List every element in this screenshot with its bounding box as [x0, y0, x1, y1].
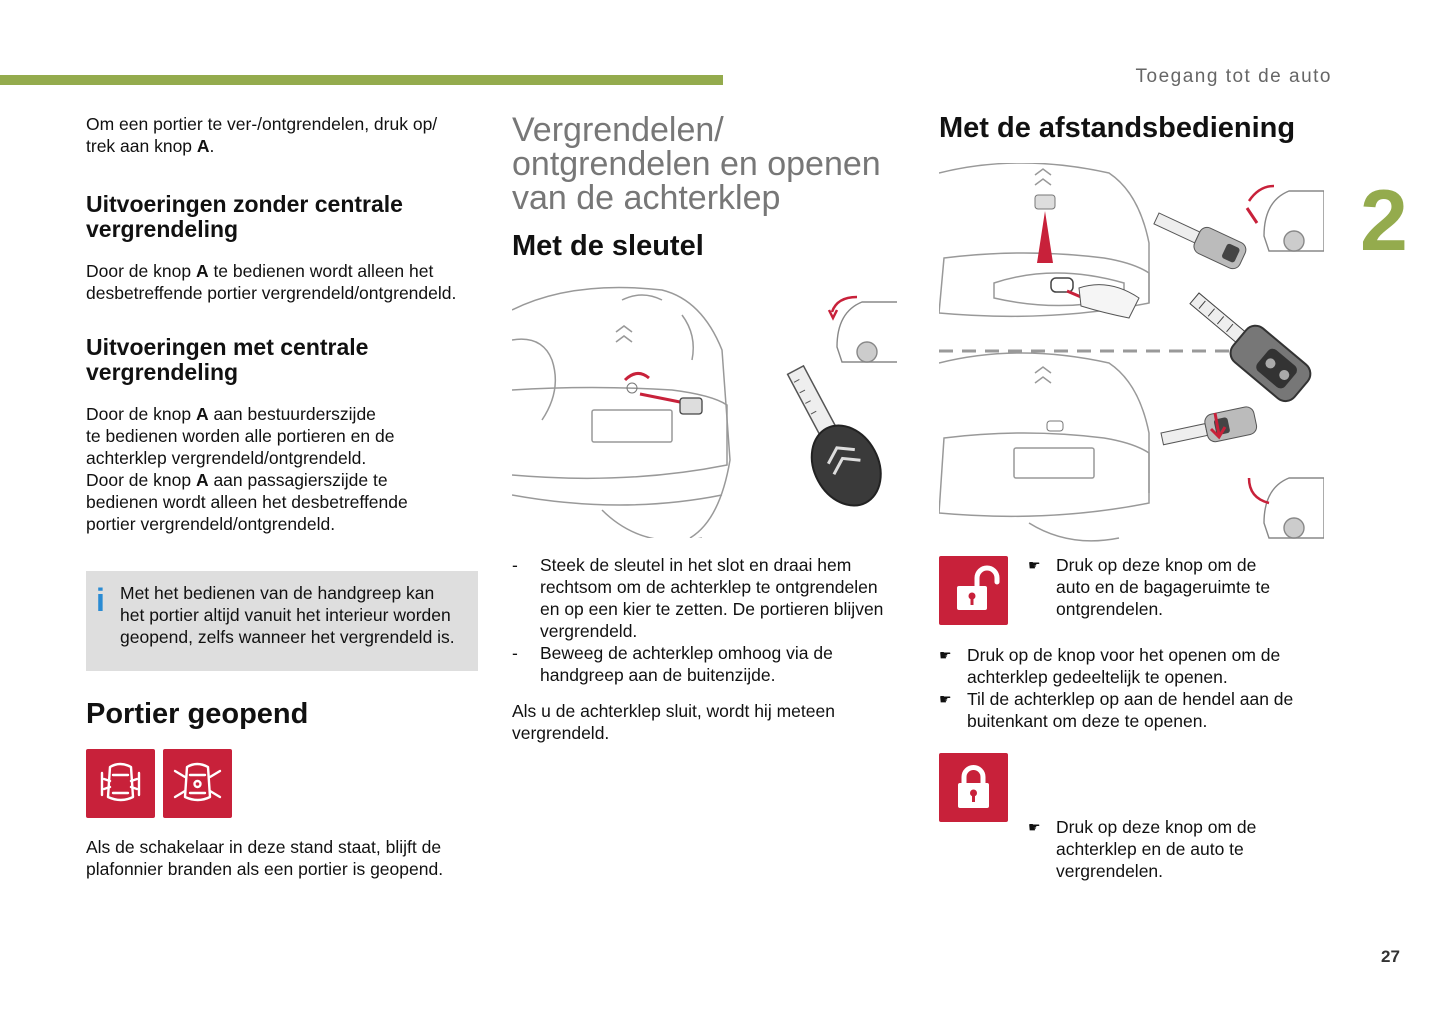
pointing-hand-icon: ☛ — [939, 647, 952, 663]
lock-instruction: ☛ Druk op deze knop om de achterklep en de auto te vergrendelen. — [1028, 817, 1257, 881]
tailgate-section-title: Vergrendelen/ ontgrendelen en openen van de achterklep — [512, 111, 881, 217]
door-switch-off-icon — [86, 749, 155, 818]
heading-portier-geopend: Portier geopend — [86, 698, 309, 730]
heading-met-centrale: Uitvoeringen met centrale vergrendeling — [86, 334, 369, 385]
close-tailgate-paragraph: Als u de achterklep sluit, wordt hij meteen vergrendeld. — [512, 701, 835, 743]
open-step-1: ☛ Druk op de knop voor het openen om de achterklep gedeeltelijk te openen. — [939, 645, 1281, 687]
portier-paragraph: Als de schakelaar in deze stand staat, blijft de plafonnier branden als een portier is geopend. — [86, 837, 444, 879]
open-tailgate-instructions — [939, 644, 1339, 732]
heading-afstandsbediening: Met de afstandsbediening — [939, 112, 1296, 144]
info-box — [86, 571, 478, 671]
tailgate-key-illustration — [512, 280, 897, 538]
open-step-2: ☛ Til de achterklep op aan de hendel aan de buitenkant om deze te openen. — [939, 689, 1294, 731]
key-step-1: - Steek de sleutel in het slot en draai hem rechtsom om de achterklep te ontgrendelen en op een kier te zetten. De portieren blijven vergrendeld. — [512, 555, 884, 641]
section-title: Toegang tot de auto — [1135, 66, 1332, 87]
info-icon: i — [96, 582, 105, 618]
key-step-2: - Beweeg de achterklep omhoog via de handgreep aan de buitenzijde. — [512, 643, 833, 685]
heading-met-de-sleutel: Met de sleutel — [512, 230, 704, 262]
chapter-number: 2 — [1360, 173, 1408, 269]
door-open-switch-icon — [163, 749, 232, 818]
met-centrale-paragraph: Door de knop A aan bestuurderszijde te bedienen worden alle portieren en de achterklep vergrendeld/ontgrendeld. Door de knop A aan passagierszijde te bedienen wordt alleen het desbetreffende portier vergrendeld/ontgrendeld. — [86, 404, 408, 534]
unlock-instruction: ☛ Druk op deze knop om de auto en de bagageruimte te ontgrendelen. — [1028, 555, 1271, 619]
lock-icon — [939, 753, 1008, 822]
pointing-hand-icon: ☛ — [1028, 557, 1041, 573]
pointing-hand-icon: ☛ — [939, 691, 952, 707]
key-instructions — [512, 554, 912, 686]
header-accent-bar — [0, 75, 723, 85]
info-text: Met het bedienen van de handgreep kan het portier altijd vanuit het interieur worden geopend, zelfs wanneer het vergrendeld is. — [120, 583, 455, 647]
tailgate-remote-illustration — [939, 163, 1324, 543]
page-number: 27 — [1381, 947, 1400, 966]
intro-paragraph: Om een portier te ver-/ontgrendelen, druk op/ trek aan knop A. — [86, 114, 438, 156]
unlock-icon — [939, 556, 1008, 625]
heading-zonder-centrale: Uitvoeringen zonder centrale vergrendeling — [86, 191, 403, 242]
pointing-hand-icon: ☛ — [1028, 819, 1041, 835]
zonder-centrale-paragraph: Door de knop A te bedienen wordt alleen het desbetreffende portier vergrendeld/ontgrendeld. — [86, 261, 457, 303]
